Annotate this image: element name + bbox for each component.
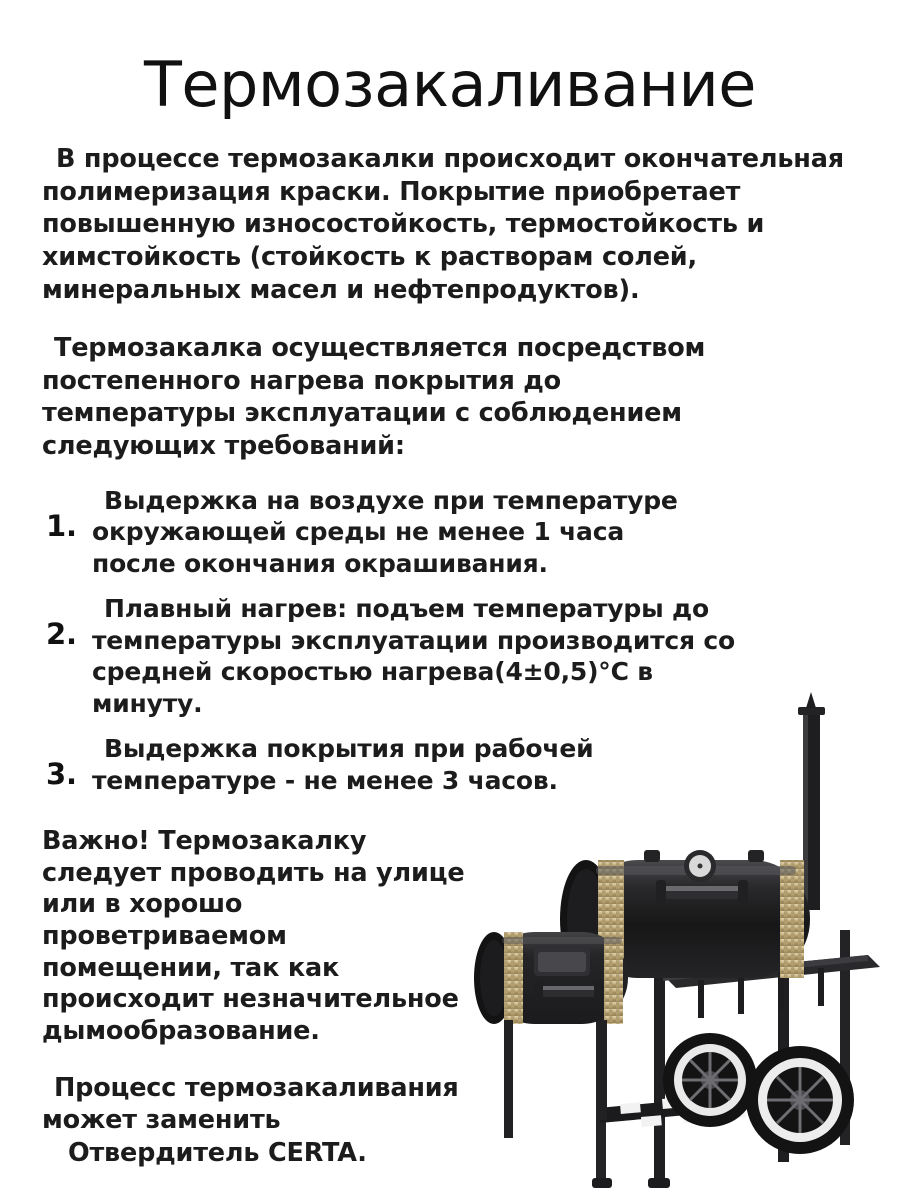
document-body xyxy=(42,143,866,1169)
closing-note xyxy=(42,1073,482,1168)
list-item-number: 3. xyxy=(46,757,77,792)
list-item-number: 1. xyxy=(46,508,77,543)
brand-product-name: Отвердитель CERTA. xyxy=(68,1137,367,1168)
important-label: Важно! xyxy=(42,826,150,857)
list-item-text: Выдержка на воздухе при температуре окружающей среды не менее 1 часа после окончания окрашивания. xyxy=(92,485,678,578)
list-item-text: Выдержка покрытия при рабочей температуре - не менее 3 часов. xyxy=(92,734,594,795)
list-item-number: 2. xyxy=(46,617,77,652)
paragraph-requirements-lead: Термозакалка осуществляется посредством постепенного нагрева покрытия до температуры эксплуатации с соблюдением следующих требований: xyxy=(42,333,706,462)
page-title: Термозакаливание xyxy=(144,48,756,121)
paragraph-intro: В процессе термозакалки происходит окончательная полимеризация краски. Покрытие приобретает повышенную износостойкость, термостойкость и химстойкость (стойкость к растворам солей, минеральных масел и нефтепродуктов). xyxy=(42,144,844,305)
list-item-text: Плавный нагрев: подъем температуры до температуры эксплуатации производится со средней скоростью нагрева(4±0,5)°С в минуту. xyxy=(92,594,736,718)
closing-text: Процесс термозакаливания может заменить xyxy=(42,1073,459,1135)
important-note xyxy=(42,826,472,1047)
list-item xyxy=(42,485,866,580)
list-item xyxy=(42,593,866,719)
important-text: Термозакалку следует проводить на улице или в хорошо проветриваемом помещении, так как происходит незначительное дымообразование. xyxy=(42,826,465,1046)
requirements-list xyxy=(42,485,866,797)
list-item xyxy=(42,733,866,796)
